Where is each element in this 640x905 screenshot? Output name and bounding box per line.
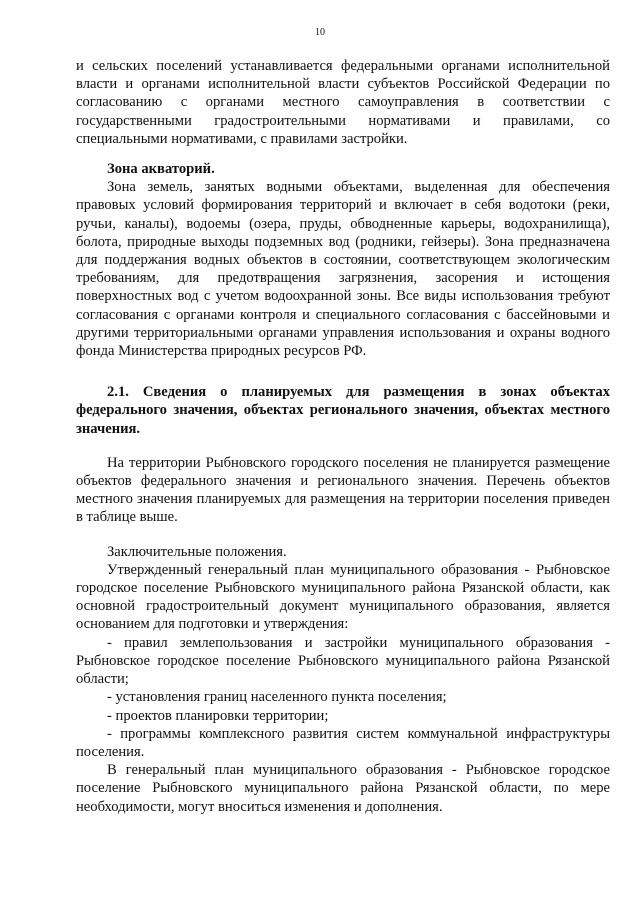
closing-paragraph: В генеральный план муниципального образования - Рыбновское городское поселение Рыбновского муниципального района Рязанской области, по мере необходимости, могут вноситься изменения и дополнения. (76, 762, 610, 815)
list-item: - проектов планировки территории; (107, 707, 329, 724)
document-body (76, 57, 610, 816)
section-paragraph: На территории Рыбновского городского поселения не планируется размещение объектов федерального значения и регионального значения. Перечень объектов местного значения планируемых для размещения на территории поселения приведен в таблице выше. (76, 454, 610, 526)
list-item: - установления границ населенного пункта поселения; (107, 689, 447, 706)
list-item: - программы комплексного развития систем коммунальной инфраструктуры поселения. (76, 725, 610, 760)
final-provisions-paragraph: Утвержденный генеральный план муниципального образования - Рыбновское городское поселение Рыбновского муниципального района Рязанской области, как основной градостроительный документ муниципального образования, является основанием для подготовки и утверждения: (76, 561, 610, 633)
final-provisions-heading: Заключительные положения. (107, 543, 287, 560)
water-zone-paragraph: Зона земель, занятых водными объектами, выделенная для обеспечения правовых условий формирования территорий и включает в себя водотоки (реки, ручьи, каналы), водоемы (озера, пруды, обводненные карьеры, водохранилища), болота, природные выходы подземных вод (родники, гейзеры). Зона предназначена для поддержания водных объектов в состоянии, соответствующем экологическим требованиям, для предотвращения загрязнения, засорения и истощения поверхностных вод с учетом водоохранной зоны. Все виды использования требуют согласования с органами контроля и специального согласования с бассейновыми и другими территориальными органами управления использования и охраны водного фонда Министерства природных ресурсов РФ. (76, 179, 610, 360)
water-zone-heading: Зона акваторий. (107, 161, 215, 178)
intro-paragraph: и сельских поселений устанавливается федеральными органами исполнительной власти и органами исполнительной власти субъектов Российской Федерации по согласованию с органами местного самоуправления в соответствии с государственными градостроительными нормативами и правилами, со специальными нормативами, с правилами застройки. (76, 58, 610, 147)
list-item: - правил землепользования и застройки муниципального образования - Рыбновское городское поселение Рыбновского муниципального района Рязанской области; (76, 634, 610, 688)
section-heading: 2.1. Сведения о планируемых для размещения в зонах объектах федерального значения, объектах регионального значения, объектах местного значения. (76, 384, 610, 437)
page-number: 10 (315, 27, 325, 38)
